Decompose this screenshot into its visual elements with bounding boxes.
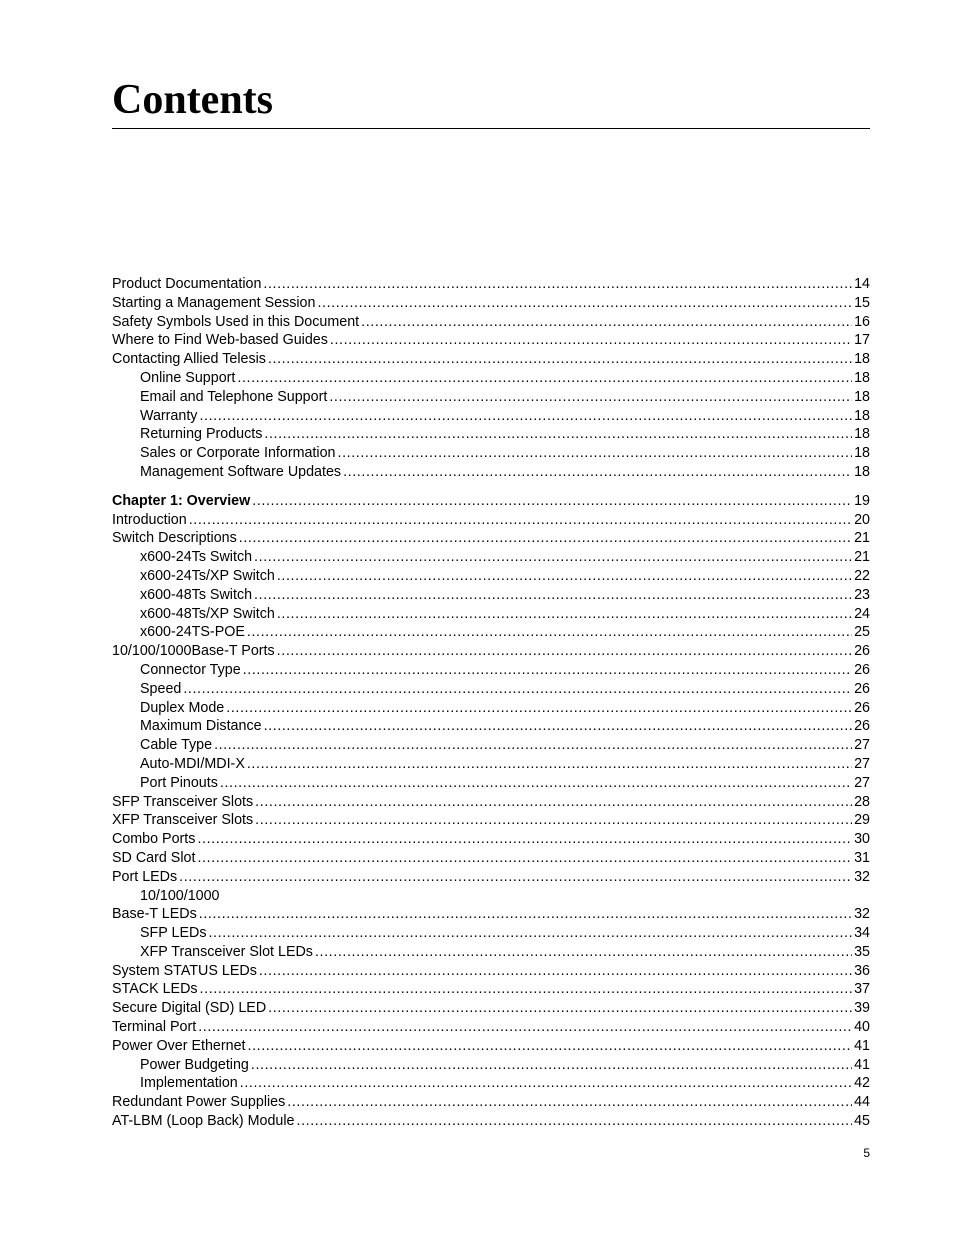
toc-dot-leader — [251, 1056, 852, 1075]
title-rule — [112, 128, 870, 129]
toc-entry[interactable] — [112, 463, 870, 482]
toc-dot-leader — [277, 605, 852, 624]
toc-entry[interactable] — [112, 511, 870, 530]
toc-dot-leader — [268, 350, 852, 369]
toc-dot-leader — [343, 463, 852, 482]
toc-entry-label: Maximum Distance — [140, 718, 262, 735]
toc-entry-label: Online Support — [140, 369, 236, 386]
toc-dot-leader — [220, 774, 852, 793]
toc-entry[interactable] — [112, 887, 870, 906]
toc-entry-label: Sales or Corporate Information — [140, 445, 336, 462]
toc-dot-leader — [239, 529, 852, 548]
toc-entry-label: x600-24Ts Switch — [140, 549, 253, 566]
toc-entry-page: 27 — [854, 774, 870, 791]
toc-dot-leader — [361, 313, 852, 332]
toc-entry[interactable] — [112, 717, 870, 736]
toc-entry-page: 18 — [854, 407, 870, 424]
toc-entry[interactable] — [112, 407, 870, 426]
toc-entry-label: Power Over Ethernet — [112, 1037, 246, 1054]
toc-entry[interactable] — [112, 868, 870, 887]
toc-entry[interactable] — [112, 642, 870, 661]
toc-entry-label: Combo Ports — [112, 831, 196, 848]
toc-entry-label: SFP Transceiver Slots — [112, 793, 254, 810]
toc-dot-leader — [338, 444, 853, 463]
toc-entry[interactable] — [112, 369, 870, 388]
toc-entry[interactable] — [112, 425, 870, 444]
toc-entry[interactable] — [112, 699, 870, 718]
toc-dot-leader — [255, 793, 852, 812]
toc-entry-label: Auto-MDI/MDI-X — [140, 755, 245, 772]
toc-dot-leader — [237, 369, 852, 388]
toc-entry-page: 27 — [854, 737, 870, 754]
toc-entry[interactable] — [112, 755, 870, 774]
toc-entry-page: 40 — [854, 1019, 870, 1036]
toc-entry-page: 18 — [854, 463, 870, 480]
toc-entry[interactable] — [112, 586, 870, 605]
toc-entry[interactable] — [112, 1093, 870, 1112]
toc-entry[interactable] — [112, 999, 870, 1018]
page-title: Contents — [112, 77, 274, 123]
toc-entry[interactable] — [112, 275, 870, 294]
toc-entry-label: Email and Telephone Support — [140, 388, 328, 405]
toc-dot-leader — [200, 980, 853, 999]
toc-dot-leader — [315, 943, 852, 962]
toc-entry-label: Secure Digital (SD) LED — [112, 1000, 267, 1017]
toc-entry-page: 16 — [854, 313, 870, 330]
toc-entry[interactable] — [112, 605, 870, 624]
toc-entry-label: x600-24Ts/XP Switch — [140, 567, 275, 584]
toc-dot-leader — [317, 294, 852, 313]
toc-dot-leader — [329, 388, 852, 407]
toc-entry-label: Switch Descriptions — [112, 530, 237, 547]
toc-entry-label: SFP LEDs — [140, 925, 207, 942]
toc-dot-leader — [255, 811, 852, 830]
toc-entry-page: 35 — [854, 943, 870, 960]
toc-entry[interactable] — [112, 661, 870, 680]
toc-entry-label: x600-24TS-POE — [140, 624, 245, 641]
toc-entry[interactable] — [112, 1056, 870, 1075]
toc-entry-page: 37 — [854, 981, 870, 998]
toc-entry-label: XFP Transceiver Slot LEDs — [140, 943, 313, 960]
toc-entry[interactable] — [112, 905, 870, 924]
toc-entry-page: 30 — [854, 831, 870, 848]
toc-entry[interactable] — [112, 444, 870, 463]
toc-entry-page: 18 — [854, 369, 870, 386]
toc-entry-page: 32 — [854, 868, 870, 885]
toc-entry-page: 21 — [854, 549, 870, 566]
toc-entry-label: Connector Type — [140, 661, 241, 678]
toc-entry-page: 41 — [854, 1056, 870, 1073]
toc-entry[interactable] — [112, 1018, 870, 1037]
toc-entry[interactable] — [112, 811, 870, 830]
toc-entry[interactable] — [112, 623, 870, 642]
toc-entry-page: 26 — [854, 718, 870, 735]
toc-entry[interactable] — [112, 774, 870, 793]
toc-entry-label: Where to Find Web-based Guides — [112, 332, 328, 349]
toc-dot-leader — [254, 586, 852, 605]
toc-entry[interactable] — [112, 849, 870, 868]
toc-entry-label: Returning Products — [140, 426, 263, 443]
toc-entry-page: 32 — [854, 906, 870, 923]
toc-dot-leader — [214, 736, 852, 755]
toc-entry-label: SD Card Slot — [112, 849, 196, 866]
toc-dot-leader — [199, 905, 852, 924]
toc-dot-leader — [189, 511, 852, 530]
toc-dot-leader — [197, 849, 852, 868]
toc-entry[interactable] — [112, 331, 870, 350]
toc-entry-label: Chapter 1: Overview — [112, 492, 251, 509]
toc-dot-leader — [179, 868, 852, 887]
table-of-contents — [112, 275, 870, 1131]
toc-entry-page: 20 — [854, 511, 870, 528]
toc-dot-leader — [287, 1093, 852, 1112]
toc-entry-page: 15 — [854, 294, 870, 311]
toc-dot-leader — [252, 492, 852, 511]
toc-dot-leader — [247, 623, 852, 642]
toc-dot-leader — [297, 1112, 853, 1131]
toc-entry-label: x600-48Ts Switch — [140, 586, 253, 603]
toc-dot-leader — [198, 1018, 852, 1037]
toc-entry-page: 25 — [854, 624, 870, 641]
toc-entry-label: Port Pinouts — [140, 774, 218, 791]
toc-entry-label: Starting a Management Session — [112, 294, 316, 311]
toc-entry-page: 23 — [854, 586, 870, 603]
toc-entry-label: XFP Transceiver Slots — [112, 812, 254, 829]
toc-entry-page: 41 — [854, 1037, 870, 1054]
toc-entry-label: 10/100/1000 — [140, 887, 220, 904]
toc-entry-page: 26 — [854, 661, 870, 678]
toc-entry-page: 44 — [854, 1094, 870, 1111]
toc-entry[interactable] — [112, 680, 870, 699]
toc-entry-page: 26 — [854, 680, 870, 697]
toc-entry-page: 34 — [854, 925, 870, 942]
toc-chapter-entry[interactable] — [112, 492, 870, 511]
toc-entry-label: Product Documentation — [112, 276, 262, 292]
toc-entry[interactable] — [112, 567, 870, 586]
toc-dot-leader — [277, 567, 852, 586]
toc-entry[interactable] — [112, 943, 870, 962]
toc-entry-page: 18 — [854, 388, 870, 405]
toc-entry-page: 18 — [854, 351, 870, 368]
toc-entry-label: Safety Symbols Used in this Document — [112, 313, 360, 330]
toc-dot-leader — [330, 331, 852, 350]
toc-entry[interactable] — [112, 1074, 870, 1093]
toc-entry[interactable] — [112, 294, 870, 313]
toc-entry-label: Base-T LEDs — [112, 906, 197, 923]
toc-entry[interactable] — [112, 980, 870, 999]
toc-dot-leader — [183, 680, 852, 699]
toc-dot-leader — [240, 1074, 852, 1093]
toc-entry[interactable] — [112, 1112, 870, 1131]
toc-dot-leader — [268, 999, 852, 1018]
toc-entry-page: 28 — [854, 793, 870, 810]
toc-dot-leader — [264, 717, 853, 736]
toc-entry-page: 27 — [854, 755, 870, 772]
toc-entry-label: Terminal Port — [112, 1019, 197, 1036]
toc-entry-label: Speed — [140, 680, 182, 697]
toc-entry-page: 39 — [854, 1000, 870, 1017]
toc-dot-leader — [199, 407, 852, 426]
toc-dot-leader — [226, 699, 852, 718]
toc-entry[interactable] — [112, 924, 870, 943]
toc-entry[interactable] — [112, 313, 870, 332]
toc-entry-label: Management Software Updates — [140, 463, 342, 480]
toc-dot-leader — [208, 924, 852, 943]
toc-entry[interactable] — [112, 962, 870, 981]
toc-entry-label: Warranty — [140, 407, 198, 424]
toc-entry-page: 18 — [854, 426, 870, 443]
toc-entry-page: 18 — [854, 445, 870, 462]
toc-entry[interactable] — [112, 793, 870, 812]
toc-dot-leader — [243, 661, 852, 680]
toc-dot-leader — [254, 548, 852, 567]
toc-entry-label: Implementation — [140, 1075, 238, 1092]
toc-entry[interactable] — [112, 529, 870, 548]
toc-entry-label: 10/100/1000Base-T Ports — [112, 643, 275, 660]
toc-entry-label: Introduction — [112, 511, 187, 528]
toc-dot-leader — [248, 1037, 853, 1056]
toc-entry-label: AT-LBM (Loop Back) Module — [112, 1113, 295, 1130]
page-number: 5 — [863, 1146, 870, 1160]
toc-entry-label: STACK LEDs — [112, 981, 198, 998]
toc-entry-page: 29 — [854, 812, 870, 829]
toc-entry-page: 17 — [854, 332, 870, 349]
toc-entry-page: 19 — [854, 492, 870, 509]
toc-dot-leader — [277, 642, 852, 661]
toc-entry-page: 45 — [854, 1113, 870, 1130]
toc-entry-label: Contacting Allied Telesis — [112, 351, 266, 368]
toc-entry[interactable] — [112, 350, 870, 369]
toc-entry-page: 42 — [854, 1075, 870, 1092]
toc-dot-leader — [264, 425, 852, 444]
toc-dot-leader — [263, 275, 852, 294]
toc-entry-page: 14 — [854, 276, 870, 292]
toc-entry[interactable] — [112, 388, 870, 407]
toc-entry[interactable] — [112, 1037, 870, 1056]
toc-entry[interactable] — [112, 548, 870, 567]
toc-dot-leader — [247, 755, 852, 774]
toc-entry-page: 21 — [854, 530, 870, 547]
toc-entry[interactable] — [112, 830, 870, 849]
toc-entry-page: 24 — [854, 605, 870, 622]
toc-entry-label: Duplex Mode — [140, 699, 225, 716]
toc-entry[interactable] — [112, 736, 870, 755]
toc-entry-label: Redundant Power Supplies — [112, 1094, 286, 1111]
toc-dot-leader — [259, 962, 852, 981]
toc-entry-label: Port LEDs — [112, 868, 178, 885]
toc-entry-page: 22 — [854, 567, 870, 584]
toc-entry-label: Cable Type — [140, 737, 213, 754]
toc-entry-page: 36 — [854, 962, 870, 979]
toc-entry-label: Power Budgeting — [140, 1056, 249, 1073]
toc-entry-page: 26 — [854, 699, 870, 716]
toc-dot-leader — [197, 830, 852, 849]
toc-entry-label: x600-48Ts/XP Switch — [140, 605, 275, 622]
toc-entry-label: System STATUS LEDs — [112, 962, 257, 979]
toc-entry-page: 26 — [854, 643, 870, 660]
toc-entry-page: 31 — [854, 849, 870, 866]
